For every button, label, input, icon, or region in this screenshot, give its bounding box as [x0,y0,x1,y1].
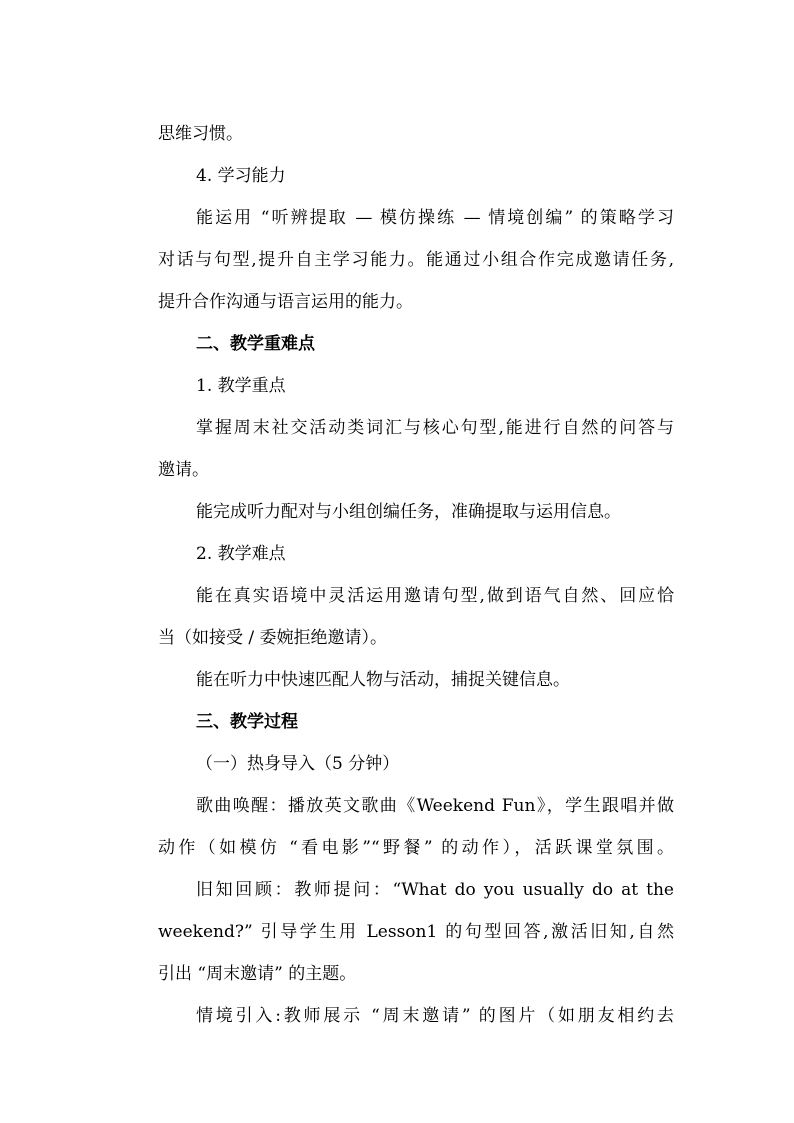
section-heading: 三、教学过程 [196,712,298,732]
body-text-line: 邀请。 [158,460,209,480]
subsection-title: （一）热身导入（5 分钟） [196,754,400,774]
body-text-line: 旧知回顾：教师提问：“What do you usually do at the [196,880,674,900]
body-text-line: 提升合作沟通与语言运用的能力。 [158,292,413,312]
subsection-title: 4. 学习能力 [196,166,286,186]
subsection-title: 2. 教学难点 [196,544,286,564]
body-text-line: 歌曲唤醒：播放英文歌曲《Weekend Fun》，学生跟唱并做 [196,796,674,816]
body-text-line: 思维习惯。 [158,124,243,144]
body-text-line: 能完成听力配对与小组创编任务，准确提取与运用信息。 [196,502,621,522]
body-text-line: 引出 “周末邀请” 的主题。 [158,964,357,984]
subsection-title: 1. 教学重点 [196,376,286,396]
body-text-line: 当（如接受 / 委婉拒绝邀请）。 [158,628,388,648]
body-text-line: 情境引入:教师展示 “周末邀请” 的图片（如朋友相约去 [196,1006,674,1026]
body-text-line: 对话与句型,提升自主学习能力。能通过小组合作完成邀请任务, [158,250,674,270]
body-text-line: 能在真实语境中灵活运用邀请句型,做到语气自然、回应恰 [196,586,674,606]
body-text-line: 能运用 “听辨提取 — 模仿操练 — 情境创编” 的策略学习 [196,208,674,228]
body-text-line: weekend?” 引导学生用 Lesson1 的句型回答,激活旧知,自然 [158,922,674,942]
body-text-line: 能在听力中快速匹配人物与活动，捕捉关键信息。 [196,670,570,690]
body-text-line: 掌握周末社交活动类词汇与核心句型,能进行自然的问答与 [196,418,674,438]
section-heading: 二、教学重难点 [196,334,315,354]
body-text-line: 动作（如模仿 “看电影”“野餐” 的动作），活跃课堂氛围。 [158,838,674,858]
